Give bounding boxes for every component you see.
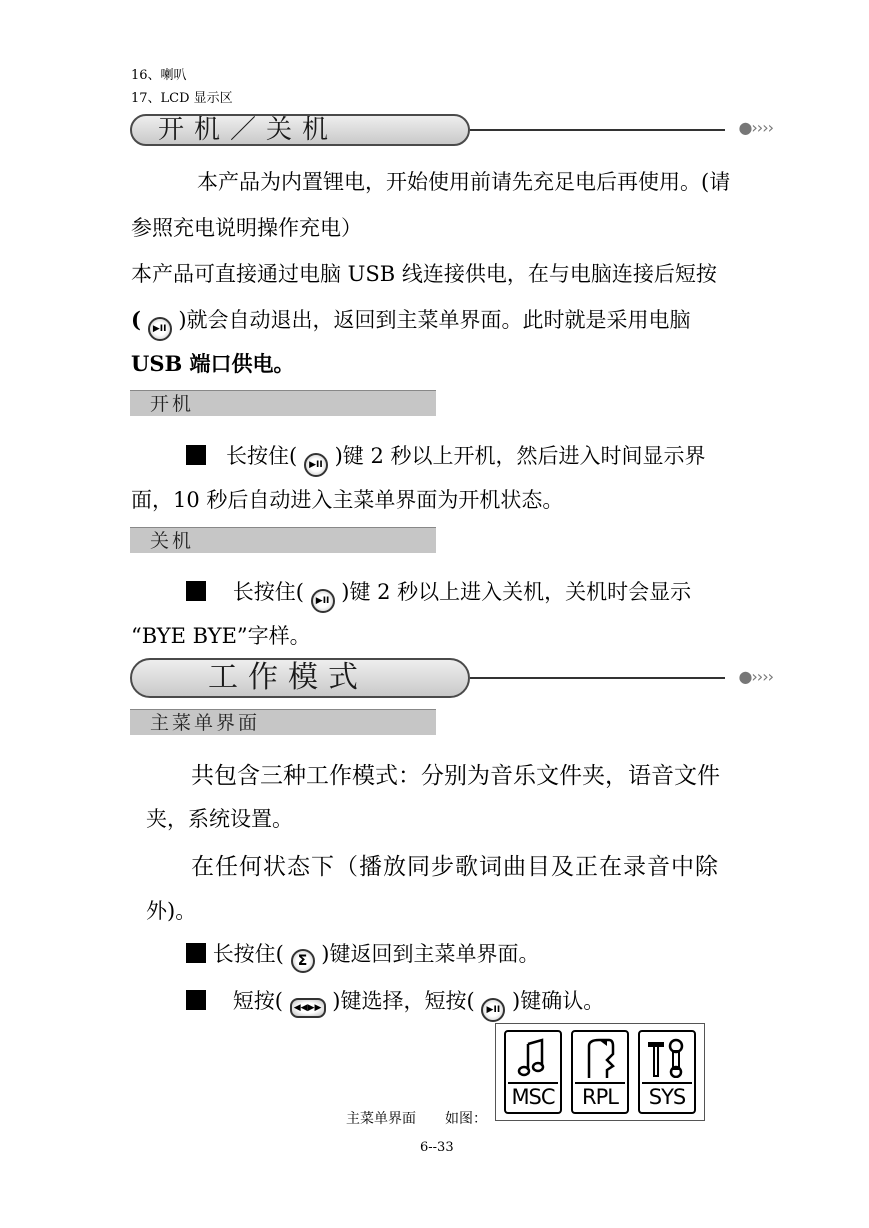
main-menu-b2-pre: 短按( bbox=[232, 989, 283, 1013]
rewind-forward-icon: ◀◀▶▶ bbox=[290, 998, 326, 1018]
main-menu-p1-line-1: 共包含三种工作模式：分别为音乐文件夹，语音文件 bbox=[191, 763, 720, 789]
paren-open: ( bbox=[131, 307, 141, 332]
bullet-square-icon bbox=[186, 943, 206, 963]
caption-left: 主菜单界面 bbox=[346, 1111, 416, 1127]
main-menu-b2-post: )键确认。 bbox=[512, 989, 605, 1013]
banner-work-mode-title: 工作模式 bbox=[130, 658, 470, 698]
power-off-line-2: “BYE BYE”字样。 bbox=[131, 624, 311, 648]
recorder-head-icon bbox=[579, 1038, 621, 1078]
music-note-icon bbox=[512, 1038, 554, 1078]
caption-right: 如图： bbox=[445, 1111, 487, 1127]
power-on-post: )键 2 秒以上开机，然后进入时间显示界 bbox=[334, 444, 706, 468]
page-number: 6--33 bbox=[420, 1140, 454, 1155]
intro-line-3: 本产品可直接通过电脑 USB 线连接供电，在与电脑连接后短按 bbox=[131, 262, 717, 286]
menu-icon-rpl bbox=[571, 1030, 629, 1114]
menu-label-sys: SYS bbox=[648, 1085, 686, 1109]
menu-icon-msc bbox=[504, 1030, 562, 1114]
list-item-17: 17、LCD 显示区 bbox=[131, 91, 233, 106]
play-pause-icon: ▶II bbox=[304, 453, 328, 477]
power-on-pre: 长按住( bbox=[226, 444, 298, 468]
play-pause-icon: ▶II bbox=[481, 998, 505, 1022]
menu-sigma-icon: Σ bbox=[291, 949, 315, 973]
banner-line bbox=[470, 129, 725, 131]
section-heading-main-menu: 主菜单界面 bbox=[130, 709, 436, 735]
menu-icon-sys bbox=[638, 1030, 696, 1114]
main-menu-figure bbox=[495, 1023, 705, 1121]
banner-power-title: 开机／关机 bbox=[130, 114, 470, 146]
power-on-line-2: 面，10 秒后自动进入主菜单界面为开机状态。 bbox=[131, 488, 564, 512]
bullet-square-icon bbox=[186, 445, 206, 465]
tools-icon bbox=[646, 1038, 688, 1078]
banner-power bbox=[130, 114, 773, 148]
intro-line-2: 参照充电说明操作充电） bbox=[131, 216, 362, 240]
main-menu-b1-pre: 长按住( bbox=[212, 942, 284, 966]
intro-line-1: 本产品为内置锂电，开始使用前请先充足电后再使用。(请 bbox=[197, 170, 731, 194]
bullet-square-icon bbox=[186, 581, 206, 601]
menu-label-msc: MSC bbox=[511, 1085, 555, 1109]
power-off-line-1 bbox=[186, 576, 691, 613]
menu-label-rpl: RPL bbox=[582, 1085, 618, 1109]
list-item-16: 16、喇叭 bbox=[131, 68, 187, 83]
main-menu-p2-line-2: 外)。 bbox=[146, 899, 197, 923]
play-pause-icon: ▶II bbox=[311, 589, 335, 613]
banner-line bbox=[470, 677, 725, 679]
section-heading-power-on: 开机 bbox=[130, 390, 436, 416]
bullet-square-icon bbox=[186, 990, 206, 1010]
main-menu-p2-line-1: 在任何状态下（播放同步歌词曲目及正在录音中除 bbox=[191, 854, 719, 880]
intro-line-4 bbox=[131, 304, 691, 341]
arrows-icon: ●›››› bbox=[738, 118, 773, 137]
arrows-icon: ●›››› bbox=[738, 667, 773, 686]
power-off-pre: 长按住( bbox=[232, 580, 304, 604]
power-off-post: )键 2 秒以上进入关机，关机时会显示 bbox=[341, 580, 692, 604]
main-menu-b1-post: )键返回到主菜单界面。 bbox=[321, 942, 540, 966]
power-on-line-1 bbox=[186, 440, 706, 477]
main-menu-b2-mid: )键选择，短按( bbox=[332, 989, 475, 1013]
section-heading-power-off: 关机 bbox=[130, 527, 436, 553]
intro-line-4-text: )就会自动退出，返回到主菜单界面。此时就是采用电脑 bbox=[178, 308, 691, 332]
play-pause-icon: ▶II bbox=[148, 317, 172, 341]
intro-line-5: USB 端口供电。 bbox=[131, 351, 295, 376]
main-menu-p1-line-2: 夹，系统设置。 bbox=[146, 807, 293, 831]
main-menu-bullet-2 bbox=[186, 985, 604, 1022]
banner-work-mode bbox=[130, 658, 773, 698]
main-menu-bullet-1 bbox=[186, 938, 539, 973]
